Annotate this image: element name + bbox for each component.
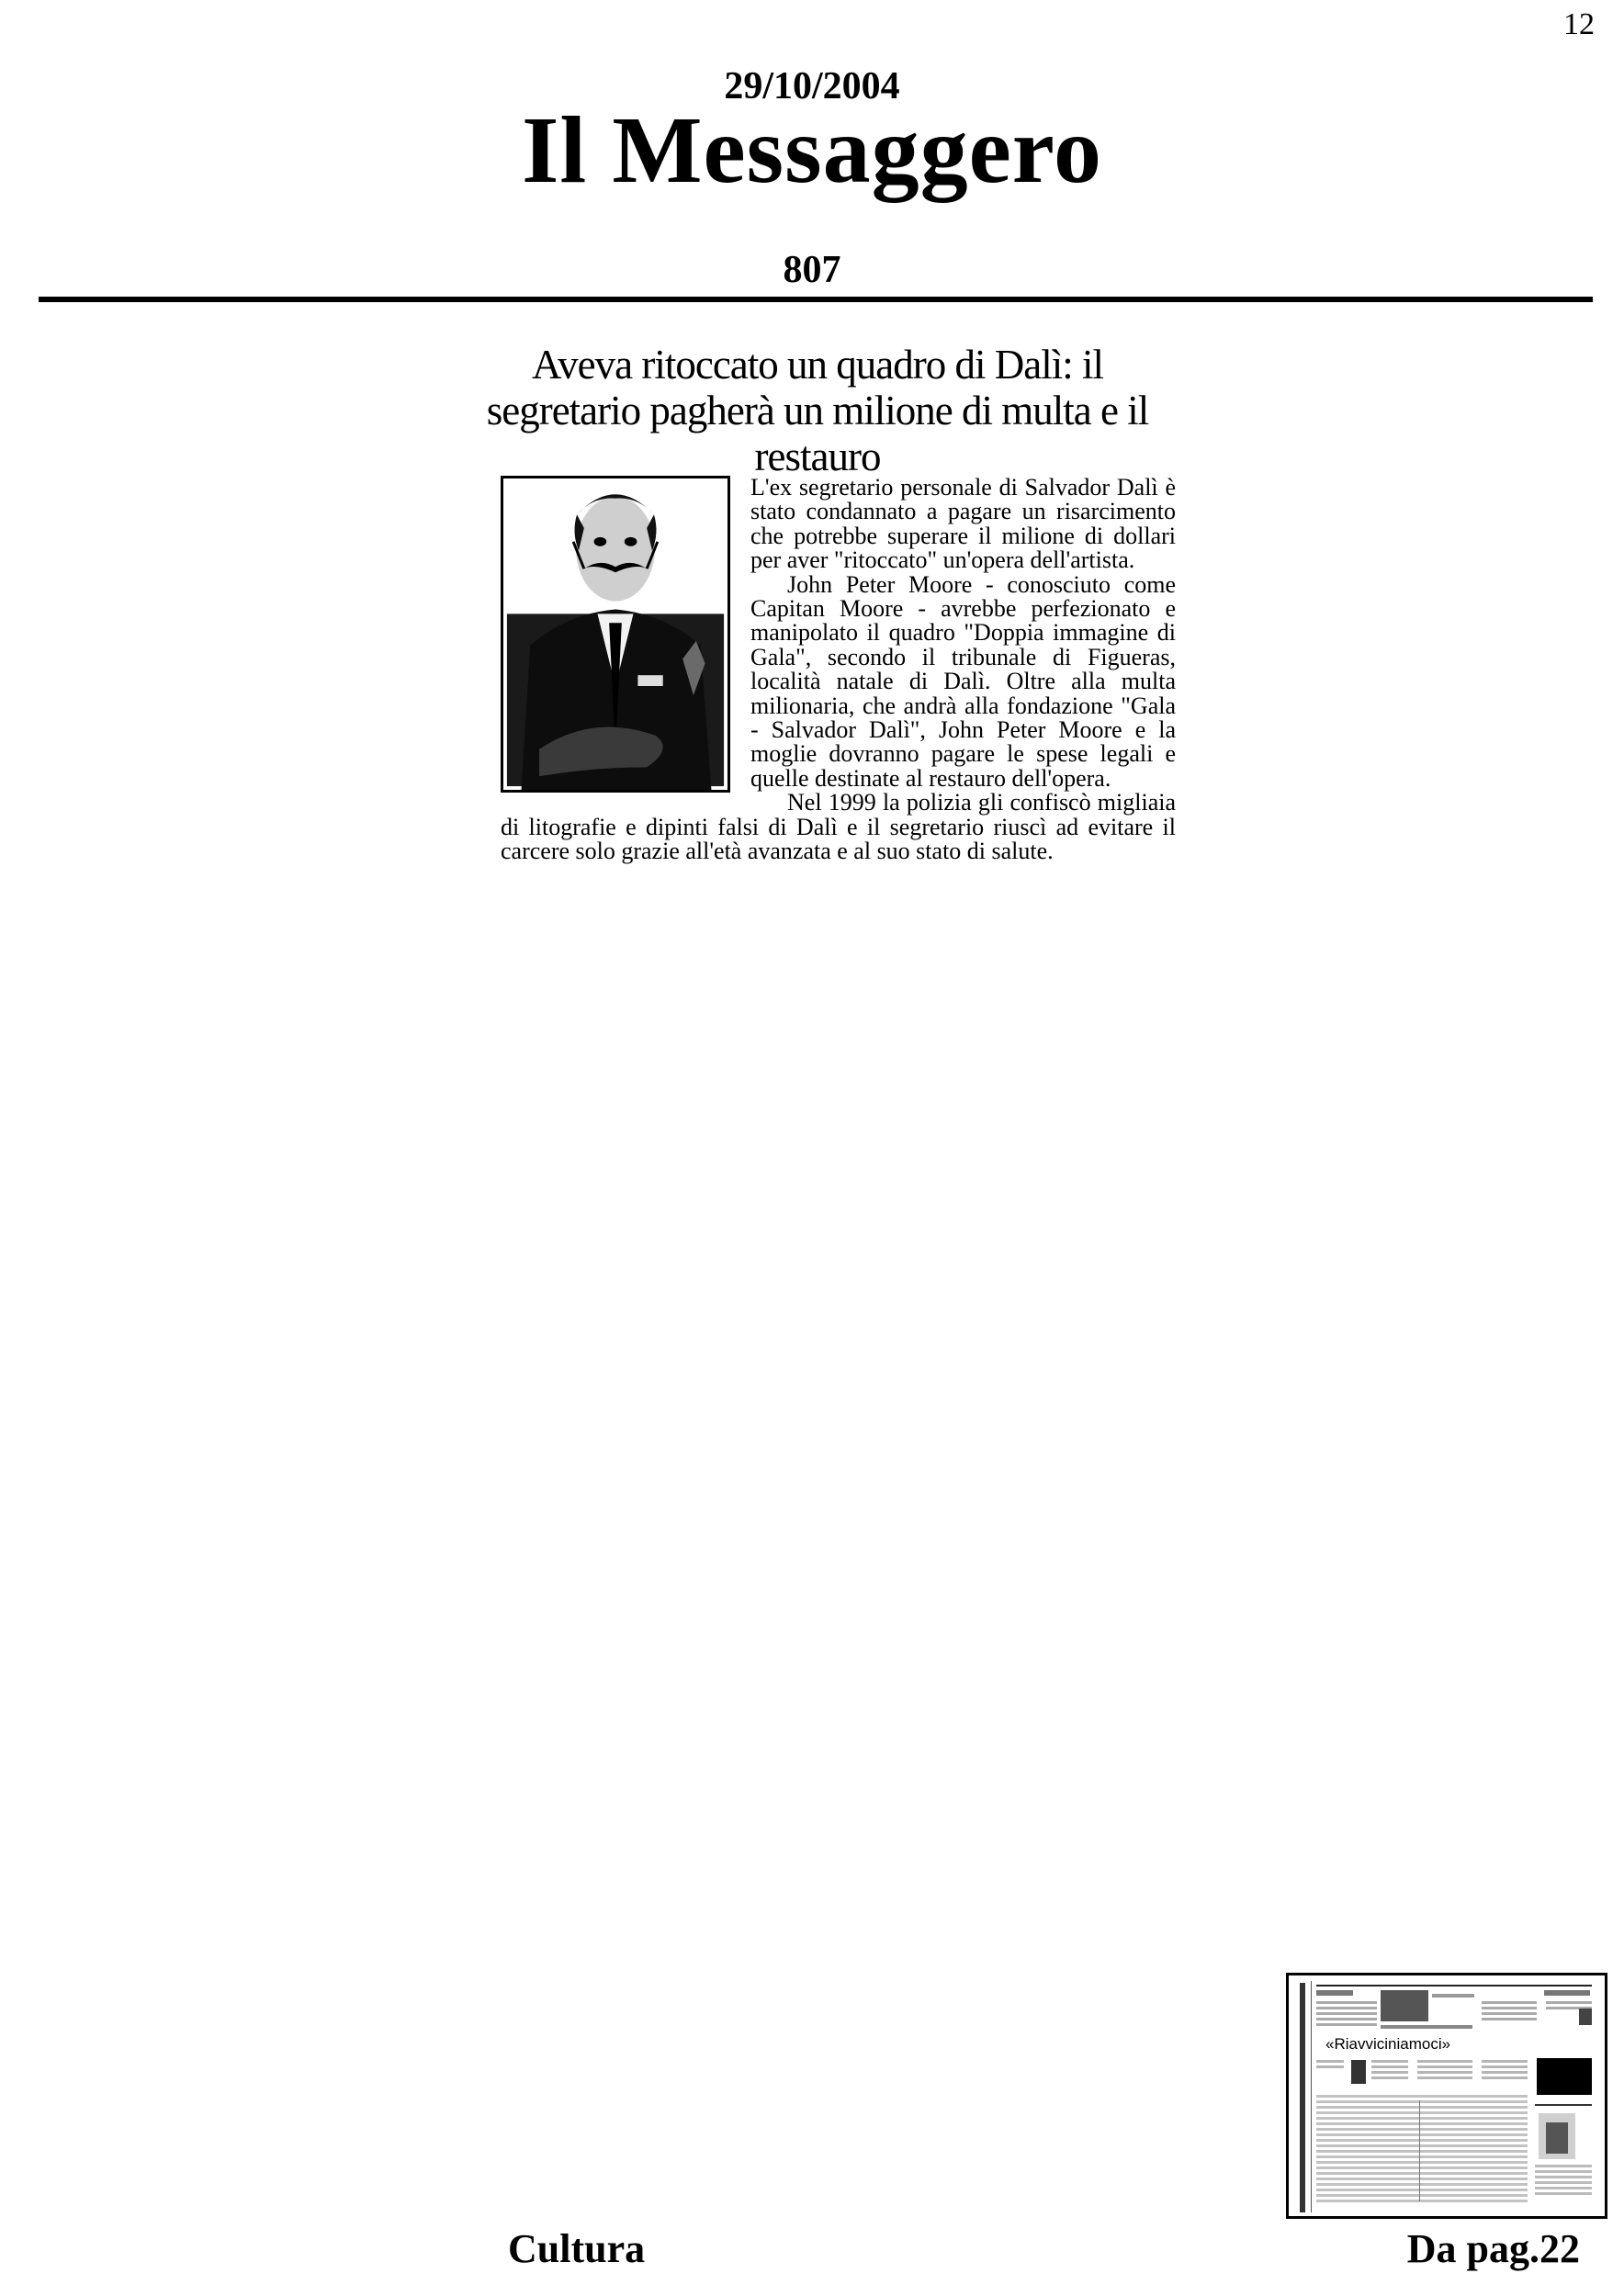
header-rule xyxy=(39,297,1593,302)
section-label: Cultura xyxy=(508,2226,646,2271)
newspaper-masthead: Il Messaggero xyxy=(521,97,1103,203)
issue-number: 807 xyxy=(783,249,841,291)
article-paragraph: John Peter Moore - conosciuto come Capitan Moore - avrebbe perfezionato e manipolato il quadro "Doppia immagine di Gala", secondo il tribunale di Figueras, località natale di Dalì. Oltre alla multa milionaria, che andrà alla fondazione "Gala - Salvador Dalì", John Peter Moore e la moglie dovranno pagare le spese legali e quelle destinate al restauro dell'opera. xyxy=(750,570,1176,792)
source-page-label: Da pag.22 xyxy=(1406,2226,1580,2271)
thumbnail-headline: «Riavviciniamoci» xyxy=(1325,2035,1451,2053)
article-body xyxy=(501,476,1176,864)
article-photo xyxy=(501,476,730,793)
page-number: 12 xyxy=(1563,7,1595,41)
date: 29/10/2004 xyxy=(724,65,900,107)
article-headline: Aveva ritoccato un quadro di Dalì: il segretario pagherà un milione di multa e il restauro xyxy=(486,342,1149,479)
article-paragraph: Nel 1999 la polizia gli confiscò migliaia di litografie e dipinti falsi di Dalì e il segretario riuscì ad evitare il carcere solo grazie all'età avanzata e al suo stato di salute. xyxy=(501,789,1176,865)
article-paragraph: L'ex segretario personale di Salvador Dalì è stato condannato a pagare un risarcimento che potrebbe superare il milione di dollari per aver "ritoccato" un'opera dell'artista. xyxy=(750,474,1176,574)
source-page-thumbnail xyxy=(1286,1973,1607,2219)
